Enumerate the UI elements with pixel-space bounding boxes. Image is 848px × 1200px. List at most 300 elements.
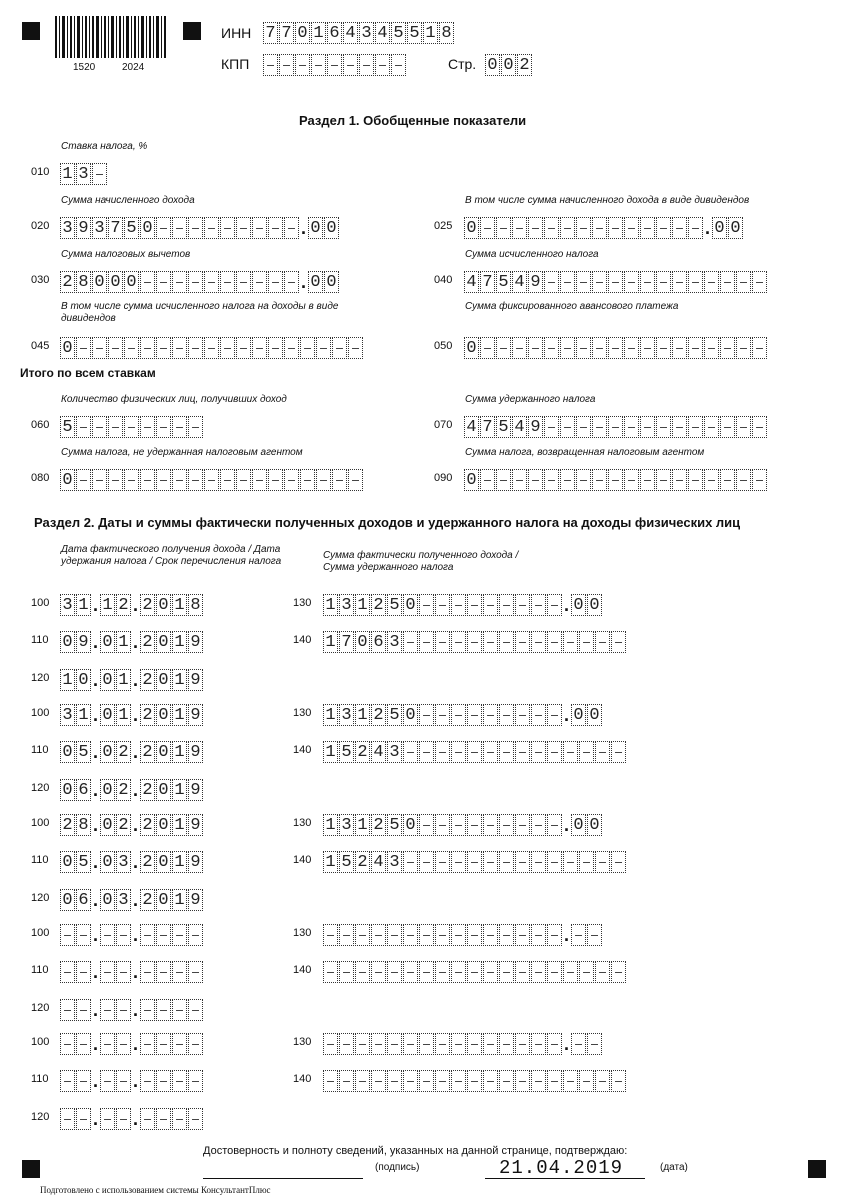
char-cell: 8 [188,594,203,616]
char-cell: 0 [501,54,516,76]
char-cell: 2 [140,741,155,763]
char-cell: 5 [124,217,139,239]
char-cell [419,961,434,983]
char-cell [579,961,594,983]
char-cell [688,217,703,239]
char-cell [656,271,671,293]
char-cell [640,217,655,239]
char-cell [451,961,466,983]
date-110-cells [60,1069,204,1093]
char-cell [483,741,498,763]
char-cell [483,961,498,983]
char-cell [563,961,578,983]
char-cell: 0 [485,54,500,76]
char-cell [496,217,511,239]
decimal-separator: . [132,780,138,800]
char-cell [172,217,187,239]
decimal-separator: . [563,925,569,945]
char-cell [480,469,495,491]
char-cell: 9 [188,631,203,653]
char-cell: 2 [116,594,131,616]
char-cell: 4 [512,416,527,438]
amount-130-cells [323,813,603,837]
char-cell: 3 [60,594,75,616]
char-cell [547,814,562,836]
char-cell [592,416,607,438]
char-cell [592,217,607,239]
char-cell [547,851,562,873]
char-cell: 9 [188,779,203,801]
char-cell: 2 [355,741,370,763]
decimal-separator: . [92,780,98,800]
char-cell: 0 [108,271,123,293]
char-cell [339,924,354,946]
char-cell [124,416,139,438]
char-cell: 2 [60,814,75,836]
section1-title: Раздел 1. Обобщенные показатели [299,113,527,128]
char-cell [624,217,639,239]
char-cell [419,924,434,946]
char-cell [515,924,530,946]
char-cell: 0 [571,704,586,726]
char-cell: 2 [60,271,75,293]
char-cell: 3 [339,814,354,836]
char-cell [515,814,530,836]
totals-title: Итого по всем ставкам [20,366,156,380]
char-cell [611,741,626,763]
char-cell: 4 [512,271,527,293]
char-cell [284,271,299,293]
char-cell: 5 [496,271,511,293]
char-cell [172,924,187,946]
char-cell [284,337,299,359]
decimal-separator: . [92,925,98,945]
char-cell [188,217,203,239]
char-cell [640,337,655,359]
char-cell [76,961,91,983]
char-cell [60,1108,75,1130]
char-cell: 6 [76,779,91,801]
date-120-cells [60,668,204,692]
code-140: 140 [293,854,312,866]
char-cell [531,924,546,946]
char-cell [483,704,498,726]
char-cell [403,1070,418,1092]
char-cell [371,1033,386,1055]
char-cell [156,469,171,491]
field-010-cells [60,162,108,186]
char-cell [451,594,466,616]
char-cell [76,416,91,438]
char-cell [371,961,386,983]
char-cell [204,469,219,491]
char-cell [531,961,546,983]
char-cell [435,594,450,616]
char-cell [204,271,219,293]
char-cell: 3 [60,704,75,726]
char-cell [316,469,331,491]
char-cell [60,1033,75,1055]
char-cell: 9 [76,217,91,239]
field-040-code: 040 [434,274,453,286]
corner-marker-top-right [183,22,201,40]
char-cell [371,1070,386,1092]
char-cell: 5 [339,741,354,763]
char-cell: 0 [728,217,743,239]
char-cell [672,217,687,239]
char-cell [451,924,466,946]
char-cell [704,469,719,491]
char-cell [60,1070,75,1092]
char-cell [252,337,267,359]
char-cell: 4 [464,271,479,293]
char-cell [752,271,767,293]
decimal-separator: . [92,595,98,615]
char-cell [483,814,498,836]
char-cell [499,631,514,653]
char-cell [92,469,107,491]
char-cell [531,1070,546,1092]
char-cell: 0 [100,704,115,726]
char-cell [512,337,527,359]
char-cell: 1 [311,22,326,44]
char-cell [611,1070,626,1092]
char-cell [528,469,543,491]
char-cell [483,631,498,653]
code-130: 130 [293,1036,312,1048]
char-cell [355,1033,370,1055]
char-cell [515,594,530,616]
char-cell: 1 [60,163,75,185]
decimal-separator: . [92,705,98,725]
field-070-cells [464,415,768,439]
code-100: 100 [31,1036,50,1048]
char-cell [611,631,626,653]
char-cell [560,469,575,491]
decimal-separator: . [92,632,98,652]
char-cell [579,1070,594,1092]
date-110-cells [60,740,204,764]
decimal-separator: . [563,1034,569,1054]
char-cell [704,337,719,359]
char-cell [512,217,527,239]
char-cell [387,1070,402,1092]
char-cell [284,217,299,239]
char-cell [156,1070,171,1092]
char-cell [720,337,735,359]
decimal-separator: . [300,218,306,238]
char-cell [339,1033,354,1055]
char-cell: 0 [100,741,115,763]
char-cell [236,337,251,359]
decimal-separator: . [132,890,138,910]
field-045-label: В том числе сумма исчисленного налога на доходы в виде дивидендов [61,301,339,324]
char-cell: 2 [116,741,131,763]
amount-140-cells [323,850,627,874]
char-cell: 2 [517,54,532,76]
char-cell: 2 [140,779,155,801]
char-cell [720,469,735,491]
char-cell [116,1033,131,1055]
char-cell [391,54,406,76]
char-cell: 2 [371,704,386,726]
code-130: 130 [293,927,312,939]
char-cell [531,704,546,726]
date-100-cells [60,813,204,837]
char-cell [736,337,751,359]
char-cell: 0 [308,271,323,293]
char-cell [100,924,115,946]
decimal-separator: . [92,815,98,835]
char-cell [515,851,530,873]
field-080-code: 080 [31,472,50,484]
char-cell [140,961,155,983]
char-cell [736,416,751,438]
char-cell [172,1108,187,1130]
char-cell [419,631,434,653]
char-cell [624,271,639,293]
char-cell [375,54,390,76]
field-040-cells [464,270,768,294]
char-cell [419,741,434,763]
char-cell: 2 [140,669,155,691]
char-cell: 1 [323,814,338,836]
field-090-code: 090 [434,472,453,484]
char-cell [579,631,594,653]
char-cell [236,271,251,293]
field-020-cells [60,216,340,240]
char-cell [156,337,171,359]
char-cell [100,1033,115,1055]
char-cell [576,217,591,239]
char-cell [544,469,559,491]
char-cell [467,961,482,983]
char-cell [560,217,575,239]
char-cell [547,594,562,616]
char-cell: 1 [172,741,187,763]
char-cell: 7 [339,631,354,653]
char-cell [672,469,687,491]
char-cell [736,271,751,293]
code-140: 140 [293,744,312,756]
char-cell: 0 [355,631,370,653]
char-cell [531,631,546,653]
char-cell [499,704,514,726]
date-120-cells [60,1107,204,1131]
char-cell [720,271,735,293]
char-cell [60,924,75,946]
char-cell [467,631,482,653]
decimal-separator: . [132,632,138,652]
char-cell: 1 [323,631,338,653]
char-cell [499,961,514,983]
decimal-separator: . [132,815,138,835]
char-cell [60,961,75,983]
char-cell [268,337,283,359]
char-cell [451,814,466,836]
char-cell [544,337,559,359]
char-cell [435,1070,450,1092]
char-cell [571,924,586,946]
char-cell [512,469,527,491]
char-cell: 0 [571,814,586,836]
char-cell [156,1108,171,1130]
char-cell: 3 [116,889,131,911]
char-cell [100,1108,115,1130]
char-cell: 1 [323,594,338,616]
char-cell [467,594,482,616]
char-cell [531,741,546,763]
char-cell [172,469,187,491]
char-cell [236,217,251,239]
char-cell [560,337,575,359]
date-100-cells [60,923,204,947]
field-025-cells [464,216,744,240]
char-cell [515,1070,530,1092]
char-cell [76,469,91,491]
char-cell [672,416,687,438]
char-cell: 2 [140,851,155,873]
code-110: 110 [31,634,49,646]
char-cell [515,1033,530,1055]
char-cell: 0 [100,814,115,836]
char-cell [355,924,370,946]
code-100: 100 [31,597,50,609]
char-cell: 0 [156,741,171,763]
char-cell [544,271,559,293]
char-cell [204,217,219,239]
char-cell [220,337,235,359]
char-cell: 8 [76,814,91,836]
inn-cells [263,21,455,45]
char-cell [467,741,482,763]
char-cell: 9 [528,416,543,438]
date-120-cells [60,998,204,1022]
corner-marker-bottom-left [22,1160,40,1178]
char-cell: 5 [76,741,91,763]
char-cell: 0 [60,337,75,359]
char-cell: 4 [371,851,386,873]
char-cell [688,416,703,438]
char-cell [451,704,466,726]
page-number-cells [485,53,533,77]
kpp-label: КПП [221,56,250,72]
char-cell [172,961,187,983]
decimal-separator: . [92,890,98,910]
field-010-code: 010 [31,166,50,178]
char-cell [544,217,559,239]
char-cell [608,469,623,491]
decimal-separator: . [92,1000,98,1020]
char-cell: 4 [343,22,358,44]
char-cell: 7 [263,22,278,44]
char-cell [268,271,283,293]
char-cell [172,271,187,293]
field-025-label: В том числе сумма начисленного дохода в виде дивидендов [465,195,750,206]
char-cell [116,1108,131,1130]
section2-amounts-label: Сумма фактически полученного дохода / Сумма удержанного налога [323,550,519,573]
char-cell [140,1033,155,1055]
char-cell [419,704,434,726]
char-cell [563,741,578,763]
char-cell: 6 [371,631,386,653]
char-cell: 1 [355,594,370,616]
char-cell [531,594,546,616]
char-cell [188,924,203,946]
char-cell [435,631,450,653]
char-cell [608,217,623,239]
char-cell [140,416,155,438]
field-030-label: Сумма налоговых вычетов [61,249,191,260]
code-130: 130 [293,817,312,829]
amount-130-cells [323,923,603,947]
char-cell [547,704,562,726]
char-cell [419,814,434,836]
char-cell: 1 [323,741,338,763]
char-cell [547,924,562,946]
char-cell: 5 [339,851,354,873]
decimal-separator: . [132,1109,138,1129]
char-cell [656,416,671,438]
code-110: 110 [31,744,49,756]
char-cell [451,741,466,763]
char-cell [592,271,607,293]
char-cell [499,814,514,836]
char-cell: 2 [116,779,131,801]
char-cell [116,961,131,983]
char-cell [736,469,751,491]
char-cell [140,271,155,293]
field-060-cells [60,415,204,439]
char-cell: 2 [140,814,155,836]
char-cell: 9 [188,669,203,691]
char-cell: 9 [188,741,203,763]
char-cell [451,851,466,873]
char-cell [172,1070,187,1092]
field-050-label: Сумма фиксированного авансового платежа [465,301,679,312]
char-cell: 0 [140,217,155,239]
char-cell [348,469,363,491]
char-cell [76,1033,91,1055]
char-cell [172,999,187,1021]
corner-marker-top-left [22,22,40,40]
decimal-separator: . [92,742,98,762]
char-cell [332,469,347,491]
char-cell: 2 [355,851,370,873]
char-cell [611,961,626,983]
char-cell [92,337,107,359]
char-cell [332,337,347,359]
decimal-separator: . [92,1034,98,1054]
char-cell: 9 [188,851,203,873]
char-cell: 3 [339,594,354,616]
char-cell [108,469,123,491]
char-cell: 0 [156,851,171,873]
char-cell [419,851,434,873]
char-cell [547,741,562,763]
char-cell [451,631,466,653]
char-cell: 9 [76,631,91,653]
code-100: 100 [31,927,50,939]
char-cell [595,961,610,983]
field-030-code: 030 [31,274,50,286]
char-cell: 1 [423,22,438,44]
signature-label: (подпись) [375,1162,420,1173]
char-cell: 3 [339,704,354,726]
char-cell [688,337,703,359]
char-cell [560,271,575,293]
char-cell [528,217,543,239]
